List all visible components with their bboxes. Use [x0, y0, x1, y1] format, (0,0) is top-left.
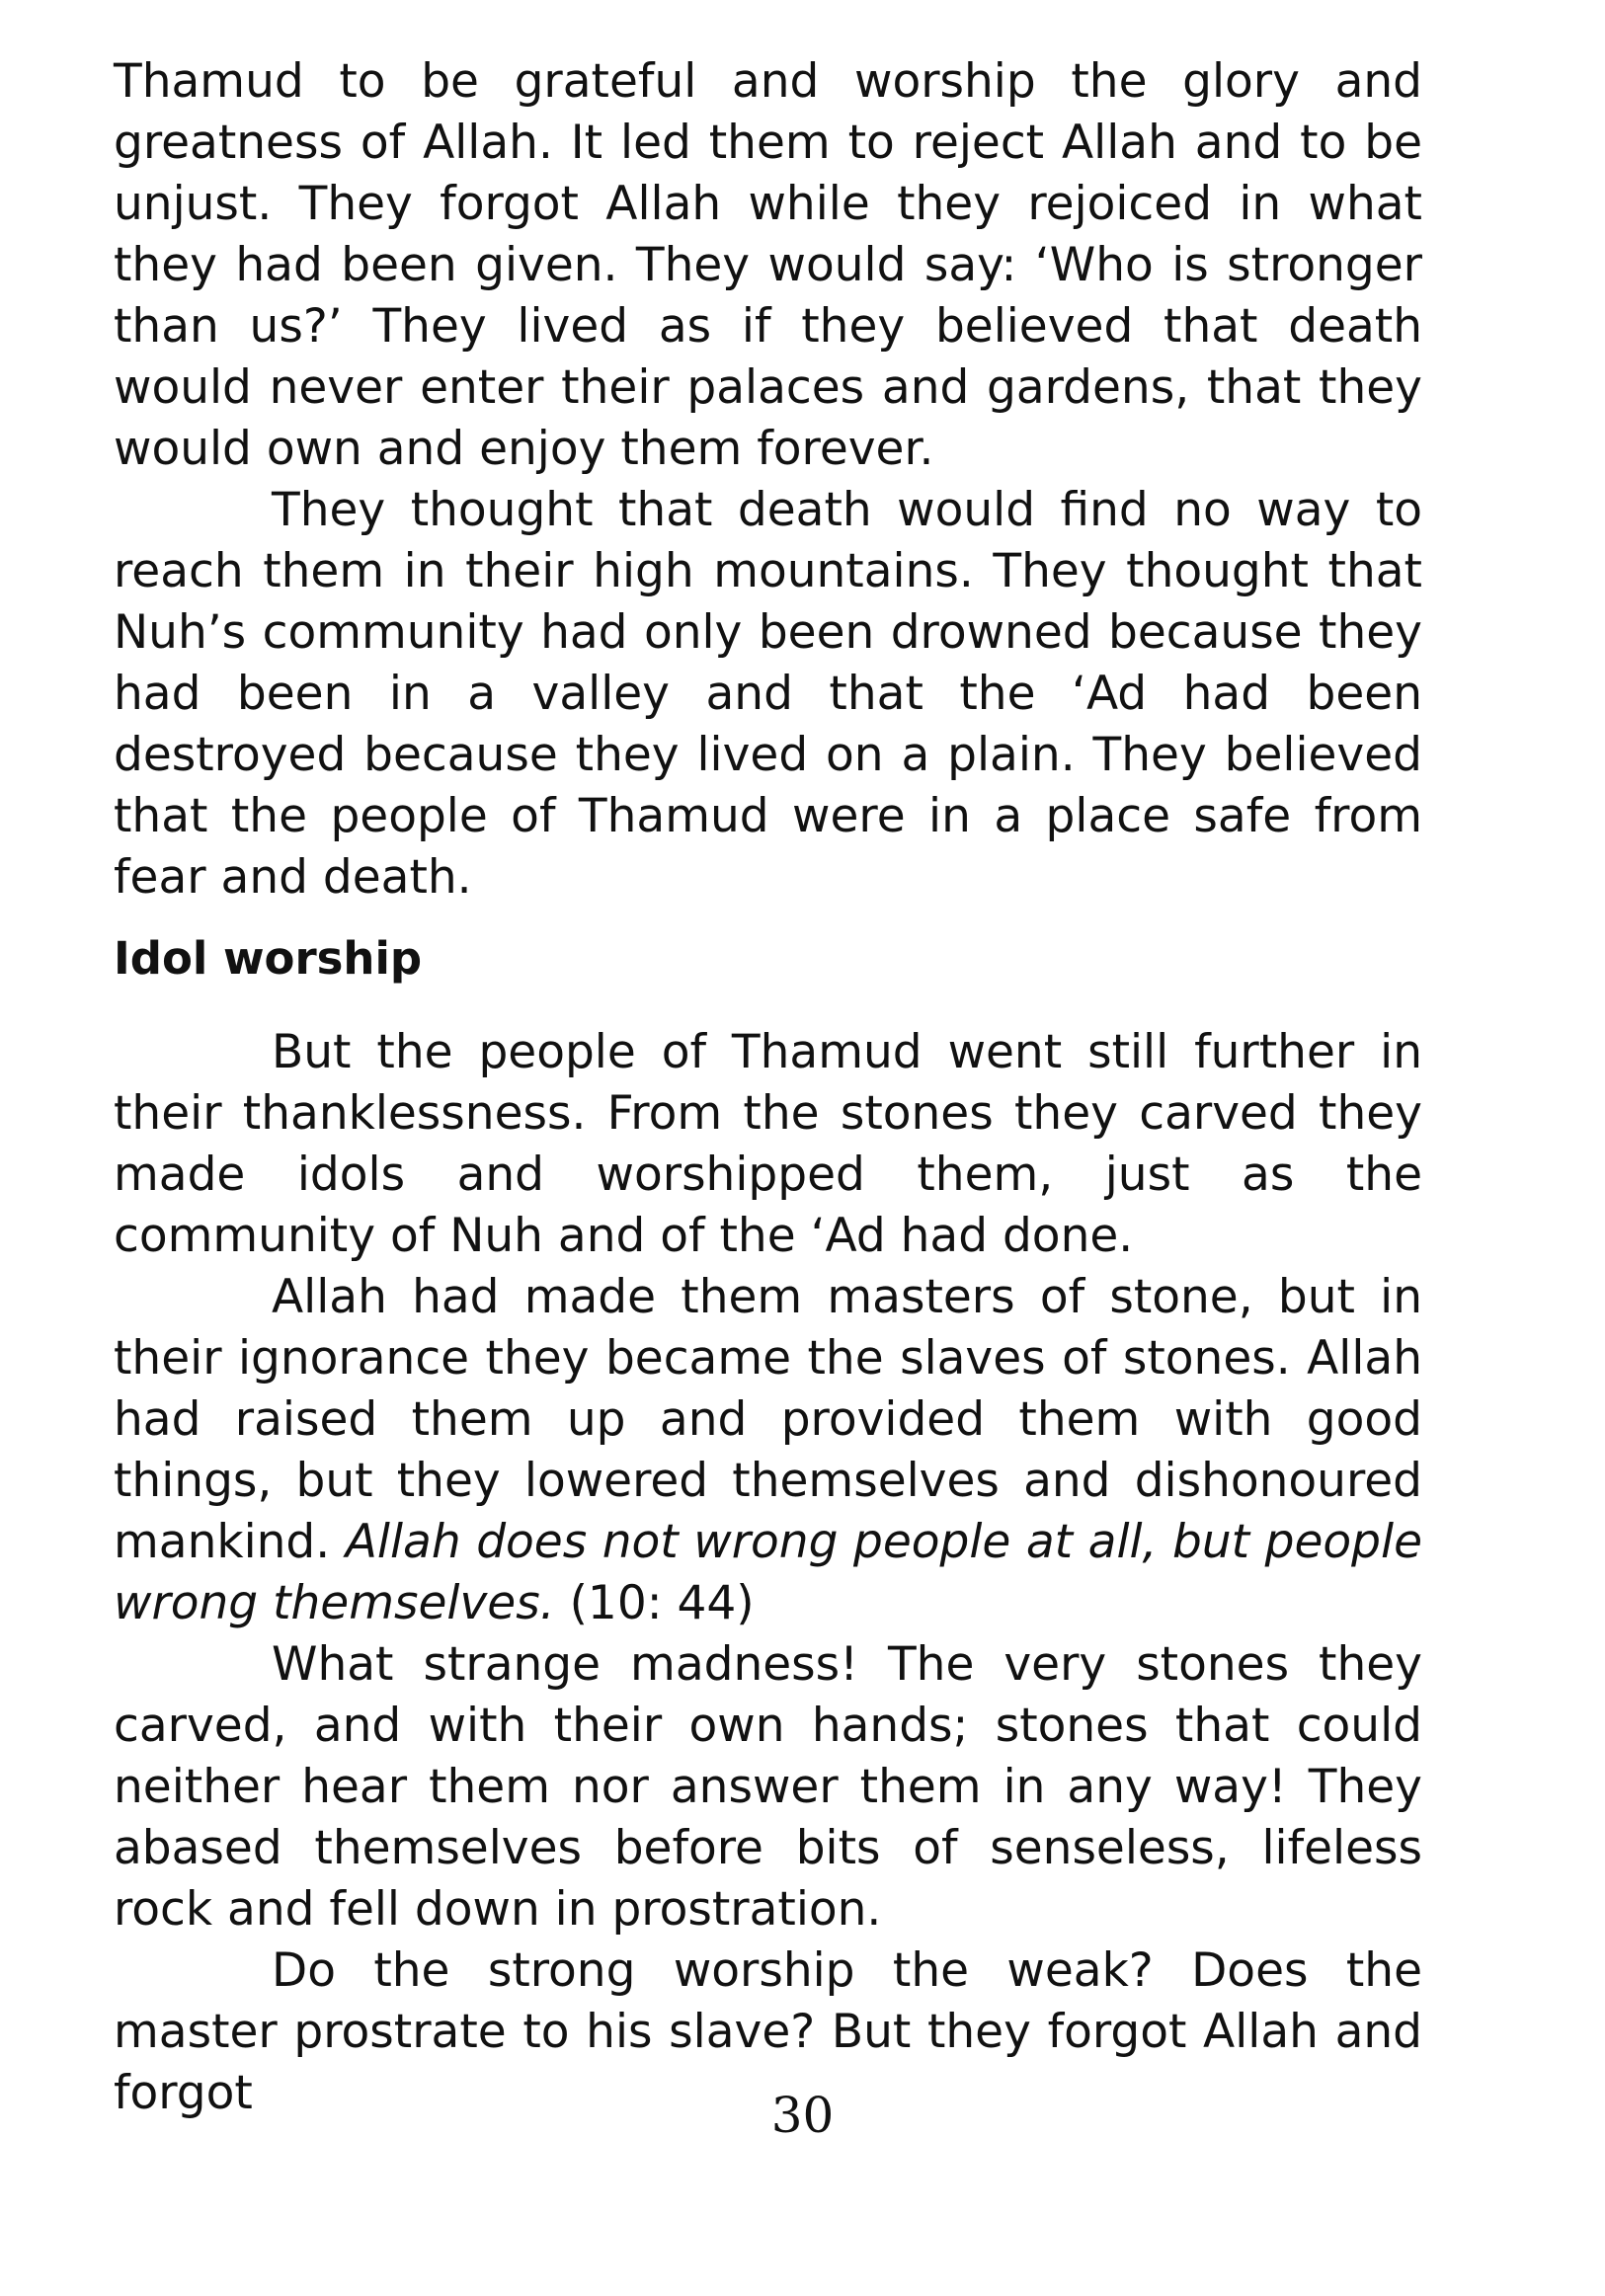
- paragraph: What strange madness! The very stones they carved, and with their own hands; stones that could neither hear them nor answer them in any way! They abased themselves before bits of senseless, lifeless rock and fell down in prostration.: [114, 1637, 1422, 1937]
- page-number: 30: [770, 2087, 835, 2144]
- paragraph: But the people of Thamud went still further in their thanklessness. From the stones they carved they made idols and worshipped them, just as the community of Nuh and of the ‘Ad had done.: [114, 1025, 1422, 1263]
- paragraph: Thamud to be grateful and worship the glory and greatness of Allah. It led them to reject Allah and to be unjust. They forgot Allah while they rejoiced in what they had been given. They would say: ‘Who is stronger than us?’ They lived as if they believed that death would never enter their palaces and gardens, that they would own and enjoy them forever.: [114, 54, 1422, 476]
- section-text: [114, 1022, 1422, 2124]
- paragraph: [114, 1267, 1422, 1634]
- paragraph: They thought that death would find no way to reach them in their high mountains. They thought that Nuh’s community had only been drowned because they had been in a valley and that the ‘Ad had been destroyed because they lived on a plain. They believed that the people of Thamud were in a place safe from fear and death.: [114, 483, 1422, 905]
- section-heading: Idol worship: [114, 932, 423, 985]
- paragraph-text: Allah had made them masters of stone, but in their ignorance they became the slaves of stones. Allah had raised them up and provided them with good things, but they lowered themselves and dishonoured mankind.: [114, 1270, 1422, 1569]
- opening-text: [114, 51, 1422, 909]
- paragraph: Do the strong worship the weak? Does the master prostrate to his slave? But they forgot Allah and forgot: [114, 1943, 1422, 2120]
- quote-reference: (10: 44): [569, 1576, 755, 1630]
- quran-quote: Allah does not wrong people at all, but people wrong themselves.: [114, 1515, 1422, 1630]
